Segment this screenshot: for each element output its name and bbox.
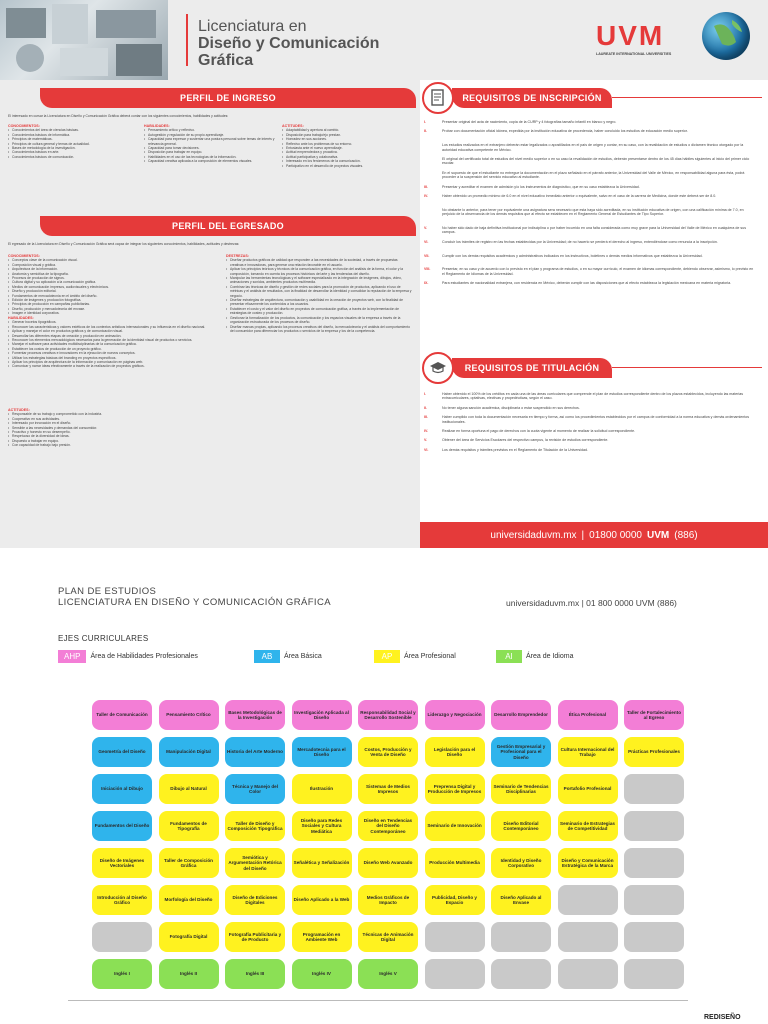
course-cell: Portafolio Profesional — [558, 774, 618, 804]
course-cell: Taller de Fortalecimiento al Egreso — [624, 700, 684, 730]
bar-requisitos-titulacion: REQUISITOS DE TITULACIÓN — [452, 358, 612, 378]
list-item: • Conocimientos del área de ciencias básicas. — [8, 128, 132, 132]
requirement-item — [424, 415, 757, 424]
course-cell: Liderazgo y Negociación — [425, 700, 485, 730]
course-cell: Señalética y Señalización — [292, 848, 352, 878]
website-link[interactable]: universidaduvm.mx — [490, 529, 577, 541]
list-item: • Dispuesto a trabajar en equipo. — [8, 439, 222, 443]
requirement-number: VI. — [424, 447, 429, 452]
list-item: • Conocimientos básicos en arte. — [8, 150, 132, 154]
section-title: CONOCIMIENTOS: — [8, 124, 40, 128]
requirement-text: Los estudios realizados en el extranjero deberán estar legalizados o apostillados en el país de origen y contar, en su caso, con la revalidación de estudios o dictamen técnico otorgado por la autoridad educativa competente en México. — [442, 143, 744, 152]
legend-item — [254, 650, 322, 663]
list-item: • Principios de matemáticas. — [8, 137, 132, 141]
plan-contact: universidaduvm.mx | 01 800 0000 UVM (886) — [506, 598, 677, 608]
egresado-actitudes — [8, 408, 222, 448]
requirement-number: I. — [424, 392, 426, 396]
legend-label: Área de Habilidades Profesionales — [90, 653, 198, 660]
list-item: • Composición visual y gráfica. — [8, 263, 214, 267]
list-item: • Imagen e identidad corporativa. — [8, 311, 214, 315]
course-cell: Inglés I — [92, 959, 152, 989]
course-cell: Identidad y Diseño Corporativo — [491, 848, 551, 878]
list-item: • Diseñar productos gráficos de calidad que responden a las necesidades de la sociedad, a través de propuestas creativas e innovadoras, para generar una relación favorable en el usuario. — [226, 258, 412, 267]
course-cell: Seminario de Innovación — [425, 811, 485, 841]
requirement-number: I. — [424, 120, 426, 124]
requirement-number: IV. — [424, 194, 429, 198]
course-cell: Taller de Comunicación — [92, 700, 152, 730]
requirement-text: El original del certificado total de estudios del nivel medio superior o en su caso la revalidación de estudios, deberán presentarse dentro de los 45 días hábiles siguientes al inicio del primer ciclo escolar. — [442, 157, 750, 166]
course-cell: Costos, Producción y Venta de Diseño — [358, 737, 418, 767]
legend-badge: AB — [254, 650, 280, 663]
list-item: • Utilizar los estrategias básicas del branding en proyectos específicos. — [8, 356, 222, 360]
legend-badge: AI — [496, 650, 522, 663]
titulacion-divider — [612, 367, 762, 368]
list-item: • Adaptabilidad y apertura al cambio. — [282, 128, 412, 132]
legend-badge: AP — [374, 650, 400, 663]
course-cell: Fundamentos del Diseño — [92, 811, 152, 841]
title-line-3: Gráfica — [198, 52, 254, 69]
footer-brand: REDISEÑO — [704, 1014, 741, 1021]
course-cell: Ética Profesional — [558, 700, 618, 730]
list-item: • Proactivo y honesto en su desempeño. — [8, 430, 222, 434]
list-item: • Aplicar los principios teóricos y técnicos de la comunicación gráfica, en función del análisis de la forma, el color y la composición, tomando en cuenta los procesos históricos del arte y las tendencias del diseño. — [226, 267, 412, 276]
course-cell: Diseño Web Avanzado — [358, 848, 418, 878]
plan-sheet — [0, 556, 768, 1024]
requirement-text: No tener alguna sanción académica, disciplinaria o estar suspendido en sus derechos. — [442, 405, 580, 410]
requirement-text: Probar con documentación oficial idónea, expedida por la institución educativa de procedencia, haber concluido los estudios de educación medio superior. — [442, 129, 688, 134]
course-cell: Taller de Composición Gráfica — [159, 848, 219, 878]
bar-perfil-egresado: PERFIL DEL EGRESADO — [40, 216, 416, 236]
empty-cell — [558, 885, 618, 915]
photo-collage-image — [0, 0, 168, 80]
ingreso-conocimientos — [8, 124, 132, 159]
empty-cell — [624, 848, 684, 878]
empty-cell — [558, 959, 618, 989]
course-cell: Responsabilidad Social y Desarrollo Sostenible — [358, 700, 418, 730]
list-item: • Fomentar procesos creativos e innovadores en la ejecución de nuevos conceptos. — [8, 351, 222, 355]
course-cell: Técnicas de Animación Digital — [358, 922, 418, 952]
empty-cell — [624, 922, 684, 952]
legend-item — [374, 650, 456, 663]
bar-requisitos-inscripcion: REQUISITOS DE INSCRIPCIÓN — [452, 88, 612, 108]
list-item: • Gestionar la formalización de los productos, la comunicación y los espacios visuales de la empresa a través de la organización estructurada de los procesos de diseño. — [226, 316, 412, 325]
section-title: ACTITUDES: — [282, 124, 304, 128]
requirement-text: Los demás requisitos y trámites previstos en el Reglamento de Titulación de la Universidad. — [442, 447, 589, 452]
list-item: • Diseño, producción y mercadotecnia del envase. — [8, 307, 214, 311]
list-item: • Establecer el costo y el valor del diseño en proyectos de comunicación gráfica, a través de la implementación de estrategias de costeo y producción. — [226, 307, 412, 316]
egresado-conocimientos — [8, 254, 214, 316]
list-item: • Reconocer los elementos mercadológicos necesarios para la generación de la identidad visual de productos o servicios. — [8, 338, 222, 342]
list-item: • Responsable de su trabajo y comprometido con la industria. — [8, 412, 222, 416]
course-cell: Gestión Empresarial y Profesional para el Diseño — [491, 737, 551, 767]
course-cell: Diseño para Redes Sociales y Cultura Mediática — [292, 811, 352, 841]
section-title: CONOCIMIENTOS: — [8, 254, 40, 258]
legend-item — [58, 650, 198, 663]
empty-cell — [624, 885, 684, 915]
requirement-item — [424, 438, 757, 443]
list-item: • Disposición para trabajo/ejo prestan. — [282, 133, 412, 137]
requirement-text: Haber cumplido con toda la documentación necesaria en tiempo y forma, así como los procedimientos establecidos por el campus de conformidad a la norma educativa y demás ordenamientos institucionales. — [442, 415, 750, 424]
list-item: • Generar bocetos tipográficos. — [8, 320, 222, 324]
list-item: • Reflexivo ante los problemas de su entorno. — [282, 142, 412, 146]
legend-label: Área de Idioma — [526, 653, 574, 660]
list-item: • Manejar el software para actividades multidisciplinarias de la comunicación gráfica. — [8, 342, 222, 346]
course-cell: Inglés II — [159, 959, 219, 989]
list-item: • Conceptos clave de la comunicación visual. — [8, 258, 214, 262]
requirement-text: Obtener del área de Servicios Escolares del respectivo campus, la revisión de estudios correspondiente. — [442, 438, 609, 443]
requirement-item — [442, 143, 757, 152]
course-cell: Inglés V — [358, 959, 418, 989]
empty-cell — [92, 922, 152, 952]
course-cell: Sistemas de Medios Impresos — [358, 774, 418, 804]
globe-icon — [702, 12, 750, 60]
list-item: • Cooperativo en sus actividades. — [8, 417, 222, 421]
course-cell: Semiótica y Argumentación Retórica del Diseño — [225, 848, 285, 878]
course-cell: Iniciación al Dibujo — [92, 774, 152, 804]
list-item: • Disposición para trabajar en equipo. — [144, 150, 278, 154]
ingreso-intro: El interesado en cursar la Licenciatura en Diseño y Comunicación Gráfica deberá contar con los siguientes conocimientos, habilidades y actitudes: — [8, 114, 229, 118]
requirement-number: VII. — [424, 253, 430, 258]
empty-cell — [425, 959, 485, 989]
empty-cell — [491, 959, 551, 989]
list-item: • Edición de imágenes y producción fotográfica. — [8, 298, 214, 302]
header-divider — [186, 14, 188, 66]
legend-badge: AHP — [58, 650, 86, 663]
course-cell: Fotografía Digital — [159, 922, 219, 952]
page-title — [198, 18, 379, 69]
plan-title-line-1: PLAN DE ESTUDIOS — [58, 586, 157, 597]
requirement-item — [442, 171, 757, 180]
requirement-text: No haber sido dado de baja definitiva institucional por indisciplina o por haber incurrido en una falta considerada como muy grave para la Universidad del Valle de México en cualquiera de sus campus. — [442, 226, 746, 235]
list-item: • Autogestión y regulación de su propio aprendizaje. — [144, 133, 278, 137]
section-title: HABILIDADES: — [144, 124, 170, 128]
egresado-destrezas — [226, 254, 412, 333]
list-item: • Establecer los costos de producción de un proyecto gráfico. — [8, 347, 222, 351]
empty-cell — [624, 959, 684, 989]
list-item: • Principios de cultura general y temas de actualidad. — [8, 142, 132, 146]
requirement-number: VIII. — [424, 267, 431, 272]
list-item: • Capacidad para tomar decisiones. — [144, 146, 278, 150]
list-item: • Con capacidad de trabajo bajo presión. — [8, 443, 222, 447]
egresado-intro: El egresado de la Licenciatura en Diseño y Comunicación Gráfica será capaz de integrar los siguientes conocimientos, habilidades, actitudes y destrezas: — [8, 242, 240, 246]
course-cell: Diseño y Comunicación Estratégica de la Marca — [558, 848, 618, 878]
ejes-title: EJES CURRICULARES — [58, 634, 149, 643]
course-cell: Mercadotecnia para el Diseño — [292, 737, 352, 767]
empty-cell — [425, 922, 485, 952]
course-cell: Fundamentos de Tipografía — [159, 811, 219, 841]
list-item: • Medios de comunicación impresos, audiovisuales y electrónicos. — [8, 285, 214, 289]
graduation-cap-icon — [422, 352, 454, 384]
requirement-item — [424, 405, 757, 410]
requirement-text: Haber obtenido el 100% de los créditos en cada una de las áreas curriculares que comprende el plan de estudios correspondiente dentro de los plazos establecidos, incluyendo las materias extracurriculares, optativas, electivas y propedéuticas, según el caso. — [442, 392, 744, 401]
list-item: • Aplicar los principios de arquitectura de la información y comunicación en páginas web. — [8, 360, 222, 364]
plan-title-line-2: LICENCIATURA EN DISEÑO Y COMUNICACIÓN GRÁFICA — [58, 597, 331, 608]
empty-cell — [624, 774, 684, 804]
document-icon — [422, 82, 454, 114]
requirement-item — [442, 157, 757, 166]
course-cell: Diseño Aplicado al Envase — [491, 885, 551, 915]
course-cell: Diseño en Tendencias del Diseño Contemporáneo — [358, 811, 418, 841]
section-title: HABILIDADES: — [8, 316, 34, 320]
course-cell: Técnica y Manejo del Color — [225, 774, 285, 804]
list-item: • Interesado por innovación en el diseño. — [8, 421, 222, 425]
legend-label: Área Básica — [284, 653, 322, 660]
empty-cell — [491, 922, 551, 952]
list-item: • Reconocer las características y valores estéticos de los contextos artísticos internacionales y su influencia en el diseño nacional. — [8, 325, 222, 329]
requirement-number: III. — [424, 415, 428, 420]
list-item: • Entusiasta ante el nuevo aprendizaje. — [282, 146, 412, 150]
course-cell: Introducción al Diseño Gráfico — [92, 885, 152, 915]
list-item: • Aplicar y manejar el color en productos gráficos y de comunicación visual. — [8, 329, 222, 333]
brand-wordmark: UVM — [596, 20, 665, 51]
ingreso-habilidades — [144, 124, 278, 164]
course-cell: Geometría del Diseño — [92, 737, 152, 767]
brand-logo — [596, 20, 671, 56]
course-cell: Ilustración — [292, 774, 352, 804]
course-cell: Fotografía Publicitaria y de Producto — [225, 922, 285, 952]
requirement-text: Haber obtenido un promedio mínimo de 6.0 en el nivel educativo inmediato anterior o equivalente, salvo en el caso de la carrera de Medicina, donde este deberá ser de 8.0. — [442, 194, 717, 198]
course-cell: Legislación para el Diseño — [425, 737, 485, 767]
list-item: • Capacidad para expresar y sustentar una postura personal sobre temas de interés y relevancia general. — [144, 137, 278, 146]
requirement-text: Cumplir con los demás requisitos académicos y administrativos indicados en los instructivos, boletines o demás medios informativos que establezca la Universidad. — [442, 253, 703, 258]
course-cell: Dibujo al Natural — [159, 774, 219, 804]
course-cell: Prácticas Profesionales — [624, 737, 684, 767]
title-line-2: Diseño y Comunicación — [198, 35, 380, 52]
course-cell: Publicidad, Diseño y Espacio — [425, 885, 485, 915]
legend-label: Área Profesional — [404, 653, 456, 660]
course-cell: Pensamiento Crítico — [159, 700, 219, 730]
list-item: • Habilidades en el uso de las tecnologías de la información. — [144, 155, 278, 159]
course-cell: Preprensa Digital y Producción de Impresos — [425, 774, 485, 804]
course-cell: Seminario de Tendencias Disciplinarias — [491, 774, 551, 804]
requirement-item — [424, 392, 757, 401]
phone-brand: UVM — [647, 529, 670, 541]
empty-cell — [558, 922, 618, 952]
requirement-item — [424, 226, 757, 235]
legend-item — [496, 650, 573, 663]
course-cell: Morfología del Diseño — [159, 885, 219, 915]
requirement-text: Realizar en forma oportuna el pago de derechos con la cuota vigente al momento de realizar la solicitud correspondiente. — [442, 429, 636, 433]
phone-number: 01800 0000 — [589, 529, 642, 541]
list-item: • Fundamentos de mercadotecnia en el ámbito del diseño. — [8, 294, 214, 298]
list-item: • Diseñar estrategias de arquitectura, comunicación y usabilidad en la creación de proyectos web, con la finalidad de presentar eficazmente los contenidos a los usuarios. — [226, 298, 412, 307]
list-item: • Anatomía y semiótica de la tipografía. — [8, 272, 214, 276]
list-item: • Actitud emprendedora y proactiva. — [282, 150, 412, 154]
requirement-number: III. — [424, 184, 428, 189]
list-item: • Sensible a las necesidades y demandas del consumidor. — [8, 426, 222, 430]
list-item: • Conocimientos básicos de informática. — [8, 133, 132, 137]
requirement-number: V. — [424, 438, 428, 443]
list-item: • Cultura digital y su aplicación a la comunicación gráfica. — [8, 280, 214, 284]
requirement-item — [424, 429, 757, 433]
requirement-item — [424, 253, 757, 258]
course-cell: Diseño de Imágenes Vectoriales — [92, 848, 152, 878]
brand-subtitle: LAUREATE INTERNATIONAL UNIVERSITIES — [596, 52, 672, 56]
contact-bar — [420, 522, 768, 548]
requirement-item — [424, 129, 757, 134]
list-item: • Honradez en sus acciones. — [282, 137, 412, 141]
requirement-number: V. — [424, 226, 428, 230]
list-item: • Actitud participativa y colaborativa. — [282, 155, 412, 159]
list-item: • Capacidad creativa aplicada a la composición de elementos visuales. — [144, 159, 278, 163]
course-cell: Investigación Aplicada al Diseño — [292, 700, 352, 730]
requirement-text: Presentar, en su caso y de acuerdo con lo previsto en el plan y programa de estudios, o en su mayor currículo, el examen de idiomas correspondiente, debiendo observar, asimismo, lo previsto en el Reglamento de Idiomas de la Universidad. — [442, 267, 754, 276]
course-cell: Diseño Editorial Contemporáneo — [491, 811, 551, 841]
list-item: • Desarrollar las diferentes etapas de creación y producción en animación. — [8, 334, 222, 338]
requirement-item — [424, 267, 757, 276]
course-cell: Desarrollo Emprendedor — [491, 700, 551, 730]
list-item: • Conocimientos básicos de comunicación. — [8, 155, 132, 159]
list-item: • Diseño y producción editorial. — [8, 289, 214, 293]
requirement-number: II. — [424, 405, 427, 410]
course-cell: Bases Metodológicas de la Investigación — [225, 700, 285, 730]
requirement-number: II. — [424, 129, 427, 134]
requirement-item — [424, 281, 757, 286]
course-cell: Manipulación Digital — [159, 737, 219, 767]
separator: | — [581, 529, 585, 541]
bar-perfil-ingreso: PERFIL DE INGRESO — [40, 88, 416, 108]
requirement-text: Presentar y acreditar el examen de admisión y/o los instrumentos de diagnóstico, que en su caso establezca la Universidad. — [442, 184, 640, 189]
list-item: • Interesado en los fenómenos de la comunicación. — [282, 159, 412, 163]
list-item: • Principios de producción en campañas publicitarias. — [8, 302, 214, 306]
footer-line — [68, 1000, 688, 1001]
list-item: • Arquitectura de la información. — [8, 267, 214, 271]
course-cell: Diseño de Ediciones Digitales — [225, 885, 285, 915]
egresado-habilidades — [8, 316, 222, 369]
header-photo — [0, 0, 168, 80]
requirement-text: En el supuesto de que el estudiante no entregue la documentación en el plazo señalado en el párrafo anterior, la Universidad del Valle de México, en responsabilidad alguna para ésta, podrá proceder a la suspensión del servicio educativo al estudiante. — [442, 170, 745, 180]
course-cell: Taller de Diseño y Composición Tipográfica — [225, 811, 285, 841]
requirement-text: Presentar original del acta de nacimiento, copia de la CURP y 4 fotografías tamaño infantil en blanco y negro. — [442, 120, 617, 124]
list-item: • Participativo en el desarrollo de proyectos visuales. — [282, 164, 412, 168]
title-line-1: Licenciatura en — [198, 18, 307, 35]
requirement-number: IV. — [424, 429, 429, 433]
course-cell: Diseño Aplicado a la Web — [292, 885, 352, 915]
phone-code: (886) — [674, 529, 698, 541]
course-cell: Seminario de Estrategias de Competitividad — [558, 811, 618, 841]
list-item: • Procesos de producción de signos. — [8, 276, 214, 280]
section-title: ACTITUDES: — [8, 408, 30, 412]
requirement-item — [424, 447, 757, 452]
list-item: • Pensamiento crítico y reflexivo. — [144, 128, 278, 132]
list-item: • Respetuoso de la diversidad de ideas. — [8, 434, 222, 438]
requirement-number: VI. — [424, 239, 429, 244]
plan-title — [58, 586, 331, 608]
requirement-text: No obstante lo anterior, para tener por equivalente una asignatura sera necesario que esta haya sido acreditada, en su institución educativa de origen, con una calificación mínima de 7.0, en perjuicio de la observancia de los demás requisitos que al efecto se establecen en el Reglamento General de Estudiantes de Tipo Superior. — [442, 207, 744, 217]
empty-cell — [624, 811, 684, 841]
requirement-item — [424, 239, 757, 244]
requirement-item — [424, 184, 757, 189]
requirement-number: IX. — [424, 281, 429, 286]
list-item: • Combinar las técnicas de diseño y gestión de redes sociales para la promoción de productos, aplicando el uso de métricas y el análisis de resultados, con la finalidad de desarrollar la identidad y consolidar la reputación de la empresa y negocio. — [226, 285, 412, 298]
list-item: • Manipular las herramientas tecnológicas y el software especializado en la integración de imágenes, dibujos, video, animaciones y sonidos, ambientes productos multimedia. — [226, 276, 412, 285]
requirement-text: Concluir los trámites de registro en las fechas establecidas por la Universidad; de no hacerlo se perderá el derecho al ingreso, entendiéndose como renuncia a la inscripción. — [442, 239, 718, 244]
course-cell: Inglés IV — [292, 959, 352, 989]
ingreso-actitudes — [282, 124, 412, 168]
course-cell: Programación en Ambiente Web — [292, 922, 352, 952]
course-cell: Historia del Arte Moderno — [225, 737, 285, 767]
course-cell: Cultura Internacional del Trabajo — [558, 737, 618, 767]
requirement-item — [424, 194, 757, 198]
inscripcion-divider — [612, 97, 762, 98]
requirement-item — [424, 120, 757, 124]
list-item: • Bases de metodología de la investigación. — [8, 146, 132, 150]
list-item: • Diseñar marcas propias, aplicando los procesos creativos del diseño, la mercadotecnia y el análisis del comportamiento del consumidor para diferenciar los productos o servicios de la empresa y los de la competencia. — [226, 325, 412, 334]
list-item: • Comunicar y narrar ideas efectivamente a través de la realización de proyectos gráficos. — [8, 364, 222, 368]
course-cell: Producción Multimedia — [425, 848, 485, 878]
section-title: DESTREZAS: — [226, 254, 249, 258]
course-cell: Inglés III — [225, 959, 285, 989]
course-cell: Medios Gráficos de Impacto — [358, 885, 418, 915]
requirement-item — [442, 208, 757, 217]
requirement-text: Para estudiantes de nacionalidad extranjera, con residencia en México, deberán cumplir con las disposiciones que al efecto establezca la legislación mexicana en materia migratoria. — [442, 281, 732, 286]
